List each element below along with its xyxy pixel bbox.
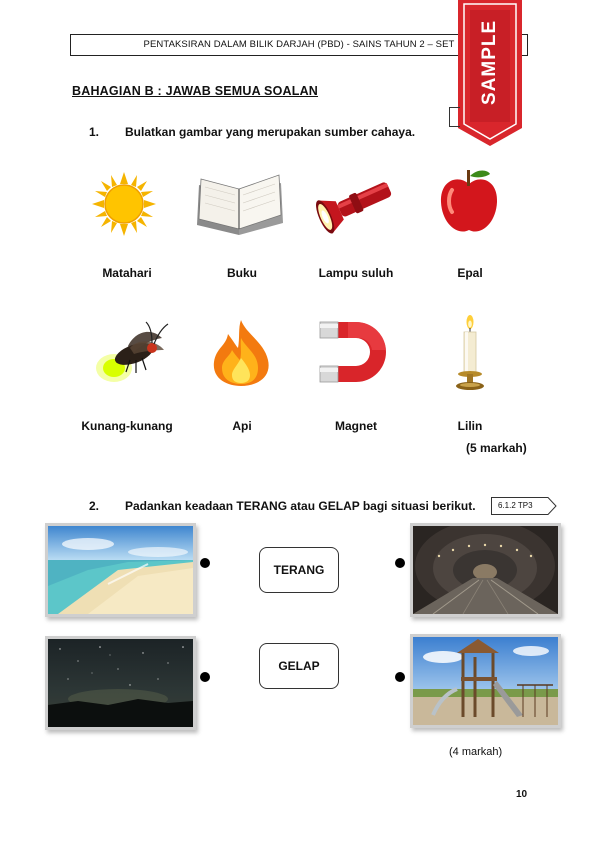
playground-photo bbox=[413, 637, 558, 725]
sample-ribbon bbox=[458, 0, 522, 146]
item-label-matahari: Matahari bbox=[102, 266, 152, 280]
question-1-number: 1. bbox=[89, 125, 100, 139]
item-label-magnet: Magnet bbox=[335, 419, 377, 433]
item-label-lampu-suluh: Lampu suluh bbox=[318, 266, 394, 280]
option-gelap[interactable]: GELAP bbox=[259, 643, 339, 689]
item-label-epal: Epal bbox=[457, 266, 483, 280]
book-icon[interactable] bbox=[195, 165, 285, 240]
option-terang[interactable]: TERANG bbox=[259, 547, 339, 593]
fire-icon[interactable] bbox=[210, 318, 272, 388]
tunnel-photo bbox=[413, 526, 558, 614]
apple-icon[interactable] bbox=[438, 166, 500, 238]
question-1-text: Bulatkan gambar yang merupakan sumber cahaya. bbox=[125, 125, 416, 139]
item-label-lilin: Lilin bbox=[457, 419, 483, 433]
flashlight-icon[interactable] bbox=[312, 172, 396, 234]
night-sky-photo bbox=[48, 639, 193, 727]
item-label-api: Api bbox=[232, 419, 252, 433]
beach-photo bbox=[48, 526, 193, 614]
section-title: BAHAGIAN B : JAWAB SEMUA SOALAN bbox=[72, 84, 319, 98]
item-label-buku: Buku bbox=[227, 266, 257, 280]
skill-tag-text: 6.1.2 TP3 bbox=[498, 501, 533, 510]
question-2-number: 2. bbox=[89, 499, 100, 513]
marks-box bbox=[449, 107, 460, 127]
magnet-icon[interactable] bbox=[318, 318, 392, 386]
sun-icon[interactable] bbox=[90, 170, 158, 238]
page-header: PENTAKSIRAN DALAM BILIK DARJAH (PBD) - SAINS TAHUN 2 – SET bbox=[70, 34, 528, 56]
match-dot-left-2[interactable] bbox=[200, 672, 210, 682]
question-2-marks: (4 markah) bbox=[449, 746, 503, 758]
candle-icon[interactable] bbox=[452, 314, 488, 394]
match-dot-right-1[interactable] bbox=[395, 558, 405, 568]
firefly-icon[interactable] bbox=[90, 318, 170, 390]
item-label-kunang-kunang: Kunang-kunang bbox=[81, 419, 173, 433]
match-dot-right-2[interactable] bbox=[395, 672, 405, 682]
sample-watermark-text: SAMPLE bbox=[479, 19, 500, 105]
skill-tag bbox=[491, 497, 557, 515]
match-dot-left-1[interactable] bbox=[200, 558, 210, 568]
page-number: 10 bbox=[516, 789, 528, 800]
question-2-text: Padankan keadaan TERANG atau GELAP bagi situasi berikut. bbox=[125, 499, 476, 513]
question-1-marks: (5 markah) bbox=[466, 441, 527, 455]
